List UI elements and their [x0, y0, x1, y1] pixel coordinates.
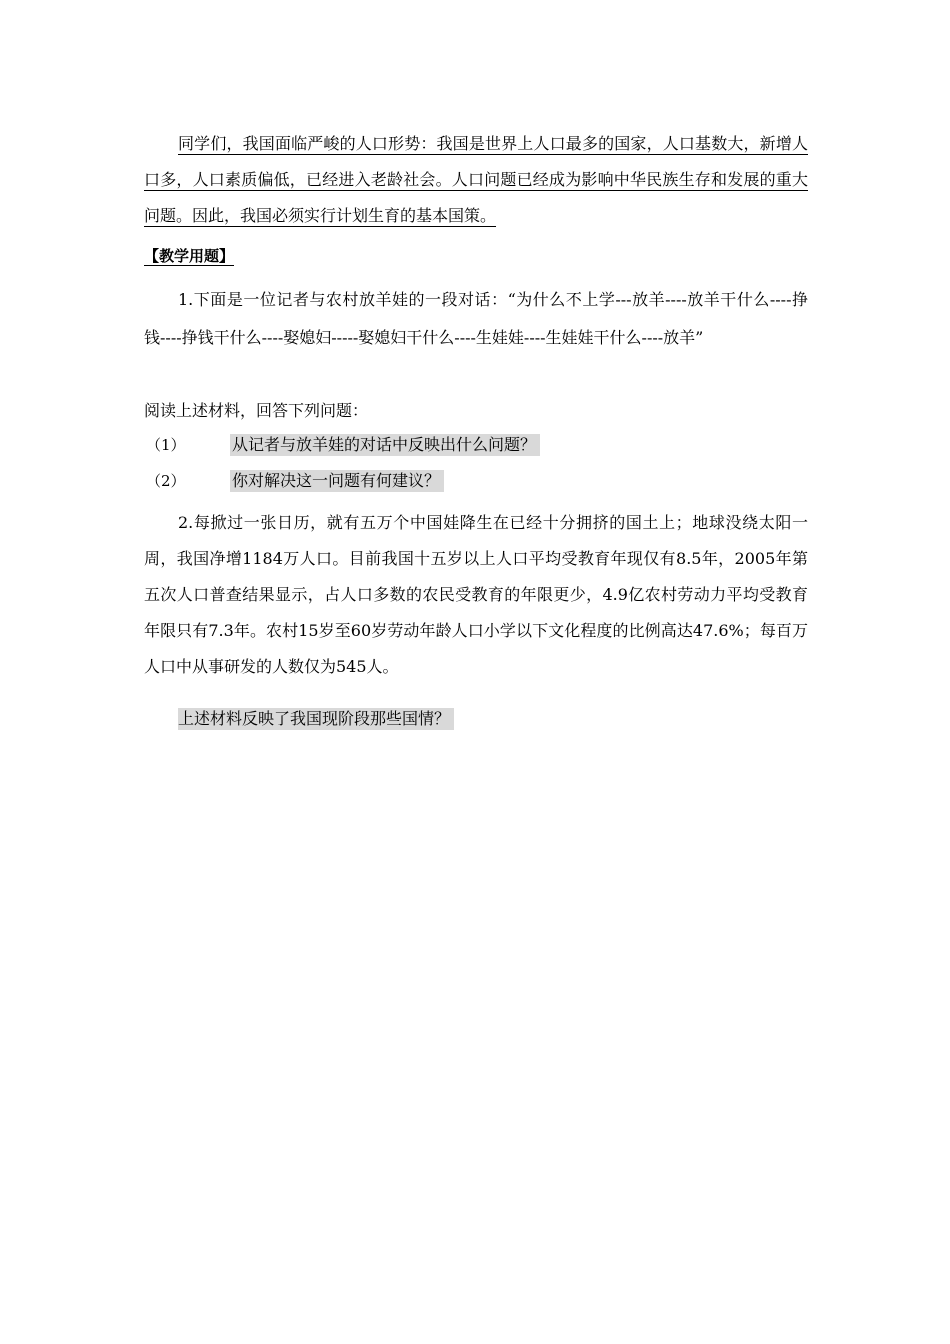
intro-paragraph [144, 126, 808, 234]
question-2-text: 2.每掀过一张日历，就有五万个中国娃降生在已经十分拥挤的国土上；地球没绕太阳一周，我国净增1184万人口。目前我国十五岁以上人口平均受教育年现仅有8.5年，2005年第五次人口普查结果显示，占人口多数的农民受教育的年限更少，4.9亿农村劳动力平均受教育年限只有7.3年。农村15岁至60岁劳动年龄人口小学以下文化程度的比例高达47.6%；每百万人口中从事研发的人数仅为545人。 [144, 513, 808, 676]
intro-text: 同学们，我国面临严峻的人口形势：我国是世界上人口最多的国家，人口基数大，新增人口多，人口素质偏低，已经进入老龄社会。人口问题已经成为影响中华民族生存和发展的重大问题。因此，我国必须实行计划生育的基本国策。 [144, 134, 808, 225]
sub-question-text: 你对解决这一问题有何建议？ [230, 470, 444, 492]
question-1-text: 1.下面是一位记者与农村放羊娃的一段对话：“为什么不上学---放羊----放羊干什么----挣钱----挣钱干什么----娶媳妇-----娶媳妇干什么----生娃娃----生娃娃干什么----放羊” [144, 290, 808, 347]
section-heading [144, 246, 808, 266]
sub-question-number: （1） [146, 436, 186, 454]
question-1-prompt: 阅读上述材料，回答下列问题： [144, 401, 369, 420]
sub-question-text: 从记者与放羊娃的对话中反映出什么问题？ [230, 434, 540, 456]
section-heading-text: 【教学用题】 [144, 247, 235, 265]
sub-question-number: （2） [146, 472, 186, 490]
question-2-final: 上述材料反映了我国现阶段那些国情？ [178, 708, 454, 730]
